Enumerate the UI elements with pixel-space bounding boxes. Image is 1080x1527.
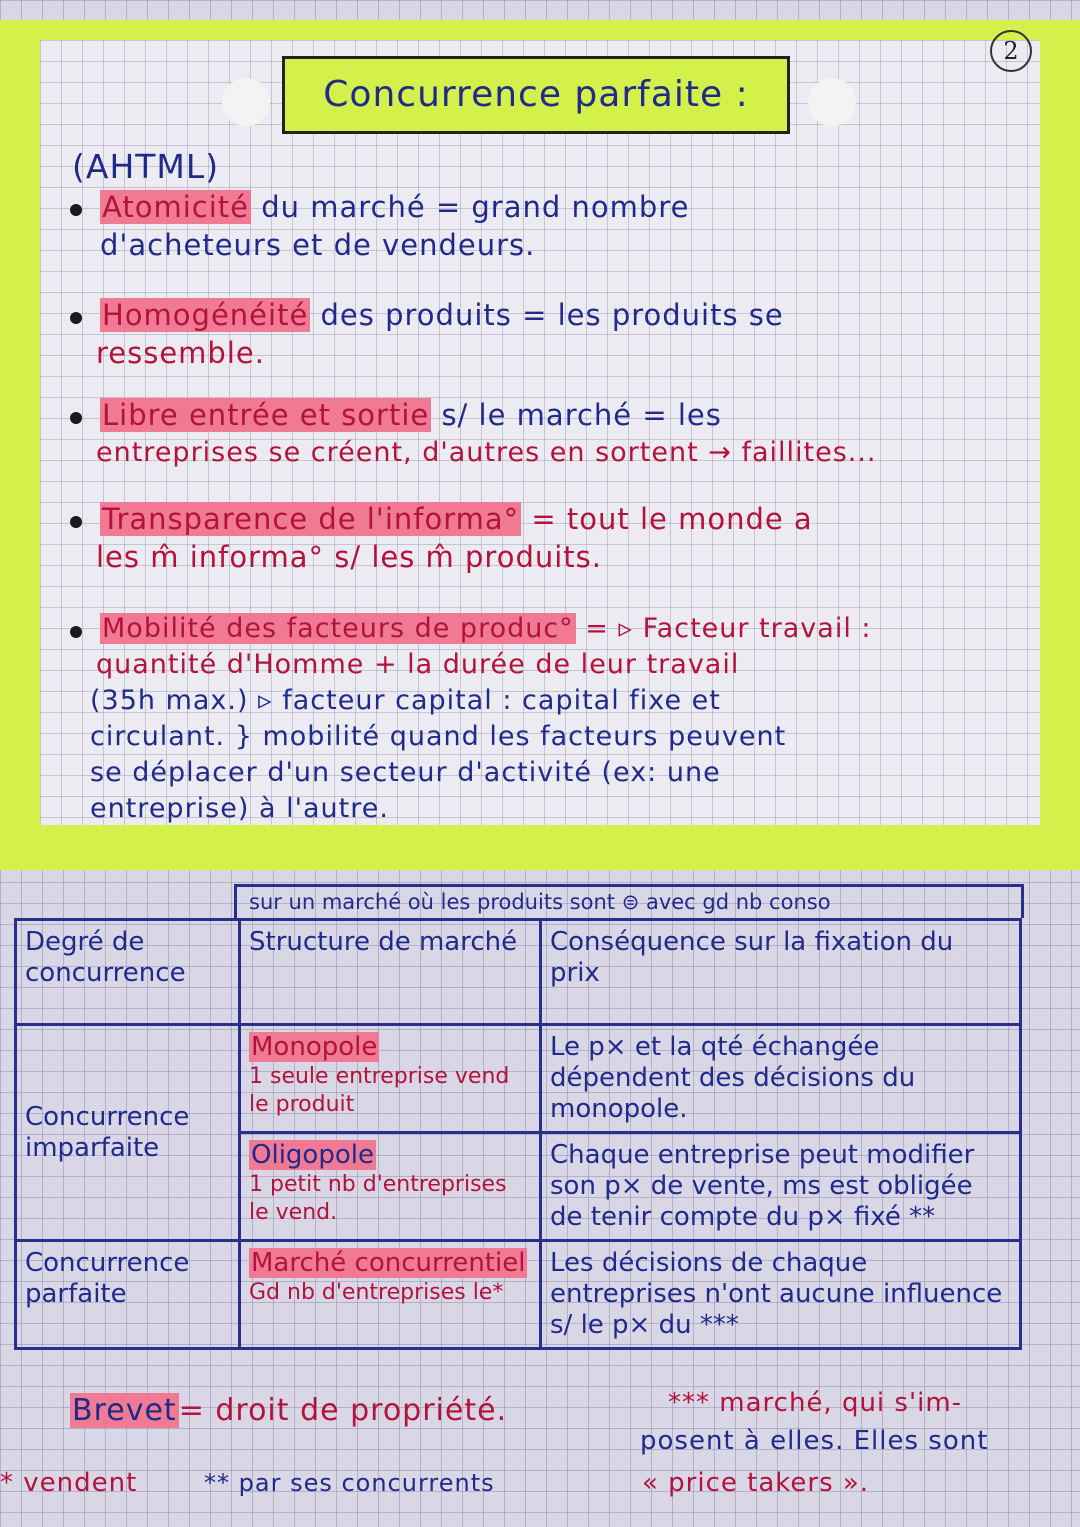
note-triple-star: *** marché, qui s'im- (668, 1388, 963, 1418)
page-number: 2 (990, 30, 1032, 72)
bullet-dot (70, 312, 82, 324)
bullet-5-term: Mobilité des facteurs de produc° (102, 613, 574, 644)
table-header-row (16, 920, 1021, 1025)
punch-hole (808, 78, 856, 126)
bullet-4-line-2: les m̂ informa° s/ les m̂ produits. (96, 540, 603, 574)
bullet-4-term: Transparence de l'informa° (102, 502, 520, 536)
header-structure: Structure de marché (240, 920, 541, 1025)
bullet-1-term: Atomicité (102, 190, 249, 224)
punch-hole (222, 78, 270, 126)
table-top-header-text: sur un marché où les produits sont ⊜ avec gd nb conso (249, 890, 831, 914)
bullet-5-rest: = ▹ Facteur travail : (585, 613, 872, 644)
bullet-3-line-1 (100, 398, 722, 432)
bullet-dot (70, 626, 82, 638)
bullet-1-line-2: d'acheteurs et de vendeurs. (100, 228, 536, 262)
bullet-dot (70, 204, 82, 216)
bullet-4-rest: = tout le monde a (531, 502, 813, 536)
brevet-term: Brevet (72, 1393, 177, 1428)
brevet-line (70, 1394, 507, 1428)
bullet-5-line-3: (35h max.) ▹ facteur capital : capital fixe et (90, 685, 721, 716)
note-price-takers: « price takers ». (642, 1468, 870, 1498)
note-double-star: ** par ses concurrents (204, 1469, 495, 1497)
bullet-2-line-1 (100, 298, 784, 332)
consequence-cell: Les décisions de chaque entreprises n'ont aucune influence s/ le p× du *** (541, 1241, 1021, 1349)
bullet-dot (70, 516, 82, 528)
degree-imperfect: Concurrence imparfaite (16, 1025, 240, 1241)
bullet-5-line-1 (100, 612, 872, 646)
bullet-3-line-2: entreprises se créent, d'autres en sortent → faillites... (96, 437, 877, 468)
bullet-5-line-4: circulant. } mobilité quand les facteurs peuvent (90, 721, 787, 752)
bullet-5-line-6: entreprise) à l'autre. (90, 793, 389, 824)
consequence-cell: Le p× et la qté échangée dépendent des décisions du monopole. (541, 1025, 1021, 1133)
bullet-4-line-1 (100, 502, 813, 536)
bullet-2-line-2: ressemble. (96, 336, 265, 370)
bullet-dot (70, 412, 82, 424)
structure-title: Marché concurrentiel (251, 1248, 526, 1278)
structure-desc: 1 petit nb d'entreprises le vend. (249, 1172, 507, 1225)
brevet-definition: = droit de propriété. (178, 1393, 508, 1428)
structure-cell (240, 1133, 541, 1241)
page-title-box (282, 56, 790, 134)
bullet-5-line-2: quantité d'Homme + la durée de leur travail (96, 649, 740, 680)
structure-title: Monopole (251, 1032, 378, 1062)
structure-cell (240, 1241, 541, 1349)
degree-perfect: Concurrence parfaite (16, 1241, 240, 1349)
structure-cell (240, 1025, 541, 1133)
structure-title: Oligopole (251, 1140, 374, 1170)
consequence-cell: Chaque entreprise peut modifier son p× de vente, ms est obligée de tenir compte du p× fixé ** (541, 1133, 1021, 1241)
bullet-3-term: Libre entrée et sortie (102, 398, 430, 432)
table-top-header (234, 884, 1024, 918)
bullet-1-rest: du marché = grand nombre (261, 190, 690, 224)
bullet-3-rest: s/ le marché = les (441, 398, 722, 432)
table-row (16, 1241, 1021, 1349)
header-consequence: Conséquence sur la fixation du prix (541, 920, 1021, 1025)
bullet-5-line-5: se déplacer d'un secteur d'activité (ex: une (90, 757, 721, 788)
table-row (16, 1025, 1021, 1133)
bullet-2-rest: des produits = les produits se (320, 298, 784, 332)
bullet-2-term: Homogénéité (102, 298, 309, 332)
structure-desc: Gd nb d'entreprises le* (249, 1280, 504, 1305)
page-title: Concurrence parfaite : (323, 74, 749, 115)
market-structure-table (14, 918, 1022, 1350)
structure-desc: 1 seule entreprise vend le produit (249, 1064, 510, 1117)
note-triple-star-cont: posent à elles. Elles sont (640, 1426, 989, 1456)
header-degree: Degré de concurrence (16, 920, 240, 1025)
bullet-1-line-1 (100, 190, 689, 224)
acronym: (AHTML) (72, 147, 220, 186)
note-single-star: * vendent (0, 1468, 138, 1498)
